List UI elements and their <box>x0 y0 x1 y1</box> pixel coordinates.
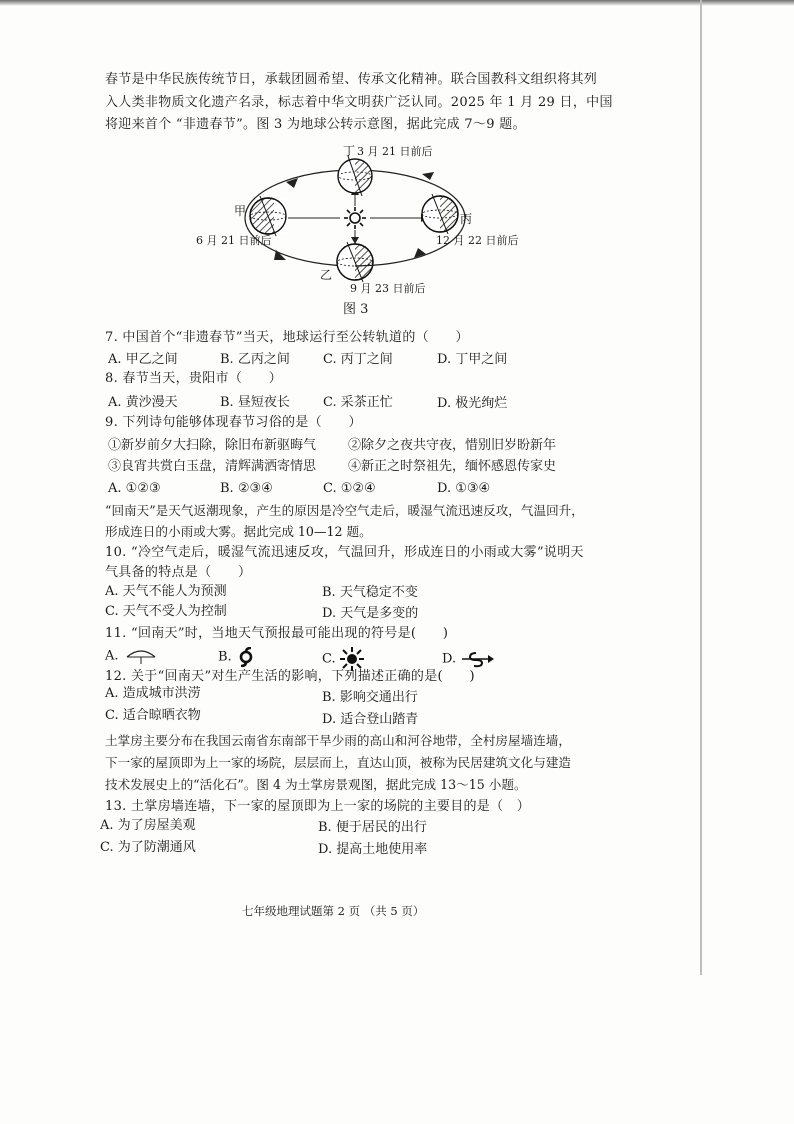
group3-line-3: 技术发展史上的“活化石”。图 4 为土掌房景观图，据此完成 13～15 小题。 <box>105 777 527 792</box>
q12-option-d: D. 适合登山踏青 <box>322 712 419 727</box>
scan-top-edge <box>0 0 794 6</box>
figure-3-caption: 图 3 <box>343 302 369 317</box>
date-yi: 9 月 23 日前后 <box>350 282 426 295</box>
q10-stem-2: 气具备的特点是（ ） <box>105 565 252 580</box>
q7-option-b: B. 乙丙之间 <box>220 352 290 367</box>
earth-yi-icon <box>337 242 373 282</box>
q11-option-b-label: B. <box>218 649 232 665</box>
intro-line-1: 春节是中华民族传统节日，承载团圆希望、传承文化精神。联合国教科文组织将其列 <box>105 72 598 87</box>
date-bing: 12 月 22 日前后 <box>436 234 519 247</box>
q12-option-b: B. 影响交通出行 <box>322 690 418 705</box>
q11-option-c <box>322 647 364 671</box>
q9-stem: 9. 下列诗句能够体现春节习俗的是（ ） <box>105 415 362 430</box>
q8-option-b: B. 昼短夜长 <box>220 395 290 410</box>
q11-option-c-label: C. <box>322 651 336 667</box>
q9-option-b: B. ②③④ <box>220 481 273 496</box>
label-yi: 乙 <box>320 268 333 282</box>
q9-option-a: A. ①②③ <box>108 481 161 496</box>
label-jia: 甲 <box>234 204 247 218</box>
q11-option-b <box>218 647 256 667</box>
umbrella-rain-symbol-icon <box>123 647 159 665</box>
label-ding: 丁 <box>343 144 356 158</box>
sunny-symbol-icon <box>340 647 364 671</box>
q10-option-a: A. 天气不能人为预测 <box>105 584 227 599</box>
q7-option-c: C. 丙丁之间 <box>323 352 393 367</box>
q9-statement-4: ④新正之时祭祖先，缅怀感恩传家史 <box>348 459 557 474</box>
typhoon-symbol-icon <box>236 647 256 667</box>
q11-stem: 11. “回南天”时，当地天气预报最可能出现的符号是( ) <box>105 626 449 641</box>
q9-statement-2: ②除夕之夜共守夜，惜别旧岁盼新年 <box>348 438 557 453</box>
q8-option-a: A. 黄沙漫天 <box>108 395 178 410</box>
group3-line-2: 下一家的屋顶即为上一家的场院，层层而上，直达山顶，被称为民居建筑文化与建造 <box>105 755 571 770</box>
sandstorm-symbol-icon <box>460 650 496 668</box>
group2-line-2: 形成连日的小雨或大雾。据此完成 10—12 题。 <box>105 524 372 539</box>
q13-option-b: B. 便于居民的出行 <box>318 820 427 835</box>
intro-line-2: 入人类非物质文化遗产名录，标志着中华文明获广泛认同。2025 年 1 月 29 日，中国 <box>105 95 613 110</box>
label-bing: 丙 <box>460 212 473 226</box>
q9-option-d: D. ①③④ <box>437 481 491 496</box>
group2-line-1: “回南天”是天气返潮现象，产生的原因是冷空气走后，暖湿气流迅速反攻，气温回升， <box>105 503 584 518</box>
q8-stem: 8. 春节当天，贵阳市（ ） <box>105 371 283 386</box>
q12-option-a: A. 造成城市洪涝 <box>105 686 201 701</box>
group3-line-1: 土掌房主要分布在我国云南省东南部干旱少雨的高山和河谷地带，全村房屋墙连墙， <box>105 733 571 748</box>
q7-stem: 7. 中国首个“非遗春节”当天，地球运行至公转轨道的（ ） <box>105 330 469 345</box>
q10-option-d: D. 天气是多变的 <box>322 606 419 621</box>
orbit-arrow-icon <box>422 172 434 180</box>
q10-option-c: C. 天气不受人为控制 <box>105 604 227 619</box>
figure-3 <box>190 138 520 298</box>
q9-statement-3: ③良宵共赏白玉盘，清辉满洒寄情思 <box>108 459 317 474</box>
earth-ding-icon <box>338 156 372 196</box>
q10-option-b: B. 天气稳定不变 <box>322 585 418 600</box>
q11-option-d-label: D. <box>442 651 457 667</box>
q11-option-d <box>442 650 496 668</box>
q7-option-a: A. 甲乙之间 <box>108 352 178 367</box>
q11-option-a <box>105 647 159 665</box>
q12-option-c: C. 适合晾晒衣物 <box>105 708 201 723</box>
earth-bing-icon <box>422 194 458 234</box>
q13-option-c: C. 为了防潮通风 <box>100 840 196 855</box>
q7-option-d: D. 丁甲之间 <box>437 352 508 367</box>
date-jia: 6 月 21 日前后 <box>196 234 272 247</box>
q9-option-c: C. ①②④ <box>323 481 376 496</box>
date-ding: 3 月 21 日前后 <box>357 145 433 158</box>
q13-option-a: A. 为了房屋美观 <box>100 818 196 833</box>
q9-statement-1: ①新岁前夕大扫除，除旧布新驱晦气 <box>108 438 317 453</box>
sun-icon <box>344 207 366 229</box>
q13-stem: 13. 土掌房墙连墙，下一家的屋顶即为上一家的场院的主要目的是（ ） <box>105 799 531 814</box>
q8-option-c: C. 采茶正忙 <box>323 395 393 410</box>
q8-option-d: D. 极光绚烂 <box>437 396 508 411</box>
q12-stem: 12. 关于“回南天”对生产生活的影响，下列描述正确的是( ) <box>105 669 475 684</box>
q10-stem-1: 10. “冷空气走后，暖湿气流迅速反攻，气温回升，形成连日的小雨或大雾”说明天 <box>105 545 584 560</box>
intro-line-3: 将迎来首个 “非遗春节”。图 3 为地球公转示意图，据此完成 7～9 题。 <box>105 117 526 132</box>
q11-option-a-label: A. <box>105 648 119 664</box>
earth-jia-icon <box>250 196 288 236</box>
page-footer: 七年级地理试题第 2 页 （共 5 页） <box>242 904 425 918</box>
scan-right-edge <box>700 0 702 975</box>
q13-option-d: D. 提高土地使用率 <box>318 842 428 857</box>
